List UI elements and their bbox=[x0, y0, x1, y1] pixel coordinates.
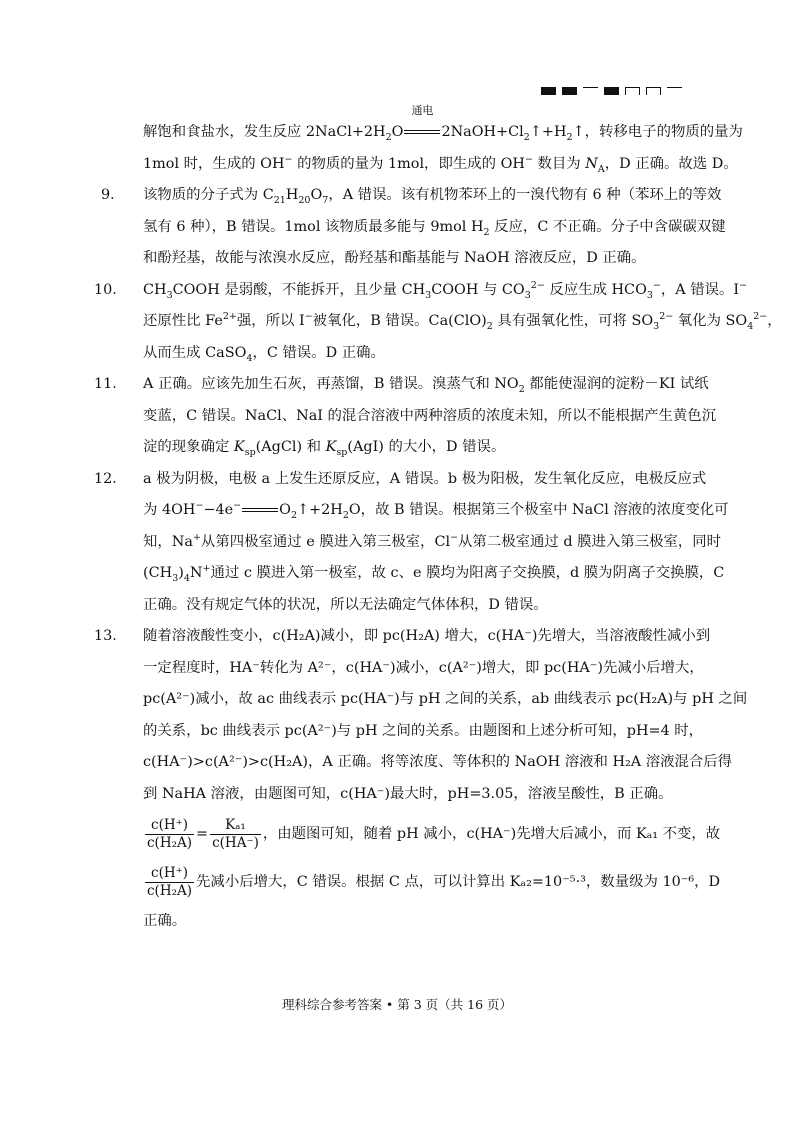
header-decoration bbox=[541, 87, 682, 95]
answer-number: 13． bbox=[94, 628, 127, 644]
answer-content bbox=[94, 104, 782, 938]
answer-number: 10． bbox=[94, 281, 127, 298]
fraction-h-over-h2a: $\frac{c(H^+)}{\text{c(H₂A)}}$ bbox=[147, 816, 193, 851]
answer-8-continued bbox=[116, 104, 743, 180]
answer-8-line-1: 解饱和食盐水，发生反应 $2NaCl+2H_2O$ 通电 $2NaOH+Cl_2↑+H_2↑$，转移电子的物质的量为 bbox=[143, 104, 743, 143]
answer-11: 11． A 正确。应该先加生石灰，再蒸馏，B 错误。溴蒸气和 $NO_2$ 都能使湿润的淀粉－KI 试纸 变蓝，C 错误。NaCl、NaI 的混合溶液中两种溶质的浓度未知，所以不能根据产生黄色沉 淀的现象确定 $K_{sp}(AgCl)$ 和 $K_{sp}(AgI)$ 的大小，D 错误。 bbox=[116, 369, 682, 464]
page-footer: 理科综合参考答案 • 第 3 页（共 16 页） bbox=[281, 997, 513, 1012]
answer-9: 9． 该物质的分子式为 $C_{21}H_{20}O_7$，A 错误。该有机物苯环上的一溴代物有 6 种（苯环上的等效 氢有 6 种），B 错误。1mol 该物质最多能与 9mol $H_2$ 反应，C 不正确。分子中含碳碳双键 和酚羟基，故能与浓溴水反应，酚羟基和酯基能与 NaOH 溶液反应，D 正确。 bbox=[116, 180, 682, 275]
answer-number: 11． bbox=[94, 376, 127, 392]
answer-number: 12． bbox=[94, 470, 127, 487]
fraction-h-over-h2a: $\frac{c(H^+)}{\text{c(H₂A)}}$ bbox=[147, 864, 193, 899]
answer-number: 9． bbox=[101, 187, 125, 203]
answer-12: 12． a 极为阴极，电极 a 上发生还原反应，A 错误。b 极为阳极，发生氧化反应，电极反应式 为 4OH−−4e− $O_2↑+2H_2O$，故 B 错误。根据第三个极室中 NaCl 溶液的浓度变化可 知，Na+从第四极室通过 e 膜进入第三极室，Cl−从第二极室通过 d 膜进入第三极室，同时 $(CH_3)_4N^+$通过 c 膜进入第一极室，故 c、e 膜均为阳离子交换膜，d 膜为阴离子交换膜，C 正确。没有规定气体的状况，所以无法确定气体体积，D 错误。 bbox=[116, 464, 682, 622]
electrolysis-condition: 通电 bbox=[411, 104, 434, 117]
fraction-ka1-over-ha: $\frac{\text{Kₐ₁}}{c(HA^-)}$ bbox=[212, 816, 259, 851]
answer-10: 10． $CH_3COOH$ 是弱酸，不能拆开，且少量 $CH_3COOH$ 与 $CO_3^{2-}$ 反应生成 $HCO_3^-$，A 错误。I− 还原性比 $Fe^{2+}$强，所以 I−被氧化，B 错误。$Ca(ClO)_2$ 具有强氧化性，可将 $SO_3^{2-}$ 氧化为 $SO_4^{2-}$， 从而生成 CaSO$_4$，C 错误。D 正确。 bbox=[116, 275, 682, 370]
answer-13: 13． 随着溶液酸性变小，c(H₂A)减小，即 pc(H₂A) 增大，c(HA⁻)先增大，当溶液酸性减小到 一定程度时，HA⁻转化为 A²⁻，c(HA⁻)减小，c(A²⁻)增大，即 pc(HA⁻)先减小后增大， pc(A²⁻)减小，故 ac 曲线表示 pc(HA⁻)与 pH 之间的关系，ab 曲线表示 pc(H₂A)与 pH 之间 的关系，bc 曲线表示 pc(A²⁻)与 pH 之间的关系。由题图和上述分析可知，pH=4 时， c(HA⁻)>c(A²⁻)>c(H₂A)，A 正确。将等浓度、等体积的 NaOH 溶液和 H₂A 溶液混合后得 到 NaHA 溶液，由题图可知，c(HA⁻)最大时，pH=3.05，溶液呈酸性，B 正确。 $\frac{c(H^+)}{\text{c(H₂A)}}$ = $\frac{\text{Kₐ₁}}{c(HA^-)}$ ，由题图可知，随着 pH 减小，c(HA⁻)先增大后减小，而 Kₐ₁ 不变，故 $\frac{c(H^+)}{\text{c(H₂A)}}$ 先减小后增大，C 错误。根据 C 点，可以计算出 Kₐ₂=10⁻⁵·³，数量级为 10⁻⁶，D 正确。 bbox=[116, 621, 682, 938]
answer-8-line-2: 1mol 时，生成的 OH− 的物质的量为 1mol，即生成的 OH− 数目为 $N_A$，D 正确。故选 D。 bbox=[143, 153, 738, 175]
